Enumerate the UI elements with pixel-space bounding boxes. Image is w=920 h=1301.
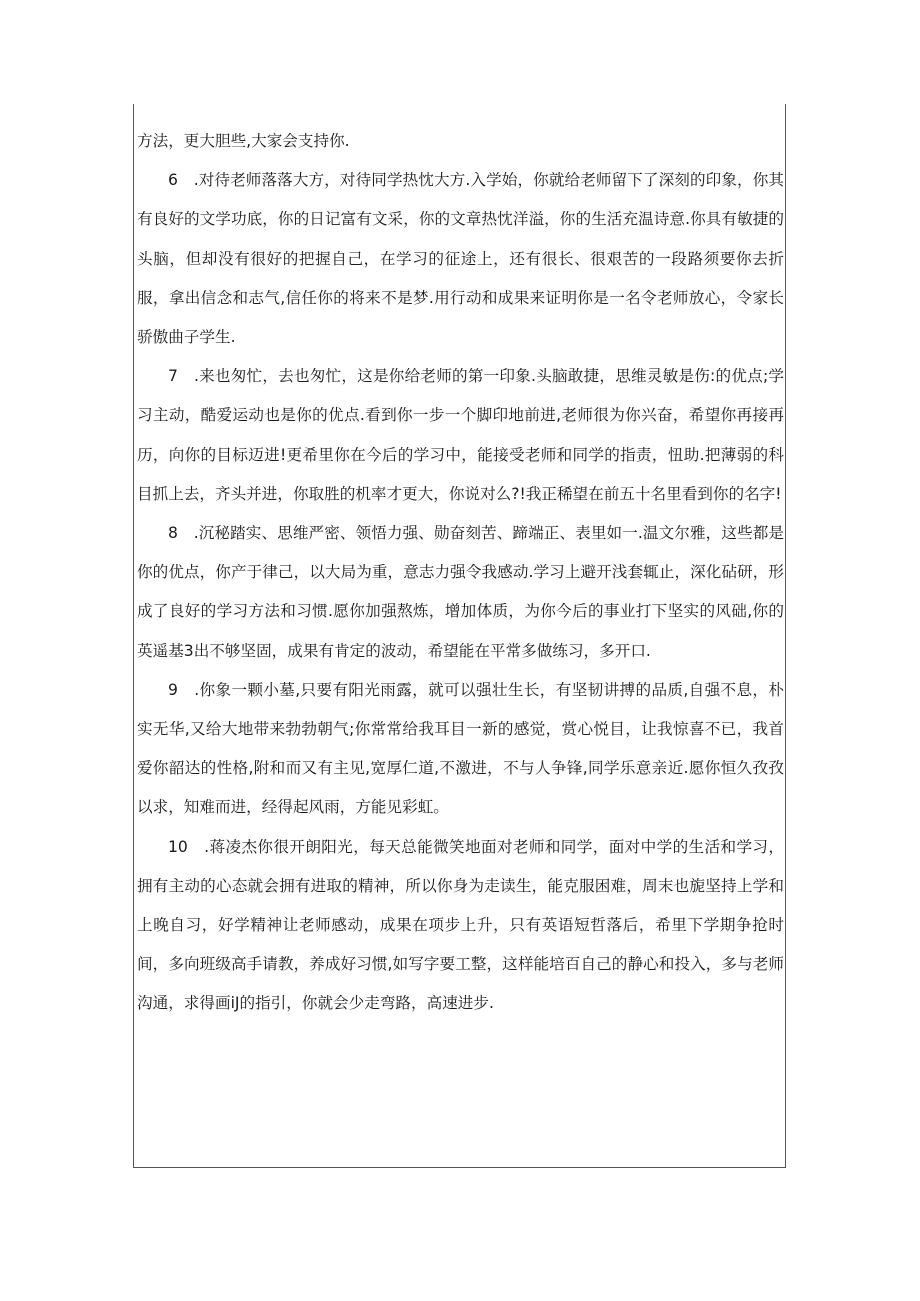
paragraph-comment-7: 7 .来也匆忙，去也匆忙，这是你给老师的第一印象.头脑敢捷，思维灵敏是伤:的优点;学习主动，酷爱运动也是你的优点.看到你一步一个脚印地前进,老师很为你兴奋，希望你再接再历，向你的目标迈进!更希里你在今后的学习中，能接受老师和同学的指责，忸助.把薄弱的科目抓上去，齐头并进，你取胜的机率才更大，你说对么?!我正稀望在前五十名里看到你的名字! xyxy=(137,367,784,503)
paragraph-continuation: 方法，更大胆些,大家会支持你. xyxy=(137,132,350,150)
document-body xyxy=(137,122,784,1024)
paragraph-comment-10: 10 .蒋凌杰你很开朗阳光，每天总能微笑地面对老师和同学，面对中学的生活和学习，拥有主动的心态就会拥有进取的精神，所以你身为走读生，能克服困难，周末也旎坚持上学和上晚自习，好学精神让老师感动，成果在项步上升，只有英语短哲落后，希里下学期争抢时间，多向班级高手请教，养成好习惯,如写字要工整，这样能培百自己的静心和投入，多与老师沟通，求得画iJ的指引，你就会少走弯路，高速进步. xyxy=(137,837,784,1013)
paragraph-comment-9: 9 .你象一颗小墓,只要有阳光雨露，就可以强壮生长，有坚韧讲搏的品质,自强不息，朴实无华,又给大地带来勃勃朝气;你常常给我耳目一新的感觉，赏心悦目，让我惊喜不已，我首爱你韶达的性格,附和而又有主见,宽厚仁道,不激进，不与人争锋,同学乐意亲近.愿你恒久孜孜以求，知难而进，经得起风雨，方能见彩虹。 xyxy=(137,680,784,817)
paragraph-comment-6: 6 .对待老师落落大方，对待同学热忱大方.入学始，你就给老师留下了深刻的印象，你其有良好的文学功底，你的日记富有文采，你的文章热忱洋溢，你的生活充温诗意.你具有敏捷的头脑，但却没有很好的把握自己，在学习的征途上，还有很长、很艰苦的一段路须要你去折服，拿出信念和志气,信任你的将来不是梦.用行动和成果来证明你是一名令老师放心，令家长骄傲曲子学生. xyxy=(137,171,784,347)
paragraph-comment-8: 8 .沉秘踏实、思维严密、领悟力强、勋奋刻苦、蹄端正、表里如一.温文尔雅，这些都是你的优点，你产于律己，以大局为重，意志力强令我感动.学习上避开浅套辄止，深化砧研，形成了良好的学习方法和习惯.愿你加强熬炼，增加体质，为你今后的事业打下坚实的风础,你的英遥基3出不够坚固，成果有肯定的波动，希望能在平常多做练习，多开口. xyxy=(137,524,784,660)
